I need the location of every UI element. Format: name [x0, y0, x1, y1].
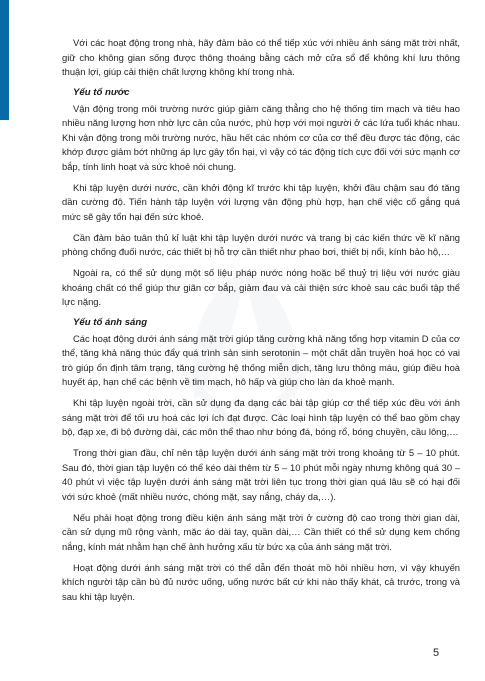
water-paragraph-2: Khi tập luyện dưới nước, cần khởi động kĩ trước khi tập luyện, khởi đầu chậm sau đó tăng dần cường độ. Tiến hành tập luyện với lượng vận động phù hợp, hạn chế việc cố gắng quá mức sẽ gây tổn hại đến sức khoẻ.: [62, 181, 460, 222]
light-paragraph-1: Các hoạt động dưới ánh sáng mặt trời giúp tăng cường khả năng tổng hợp vitamin D của cơ thể, tăng khả năng thúc đẩy quá trình sản sinh serotonin – một chất dẫn truyền hoá học có vai trò giúp ổn định tâm trạng, tăng cường hệ thống miễn dịch, tăng lưu thông máu, giúp điều hoà huyết áp, hạn chế các bệnh về tim mạch, hô hấp và giúp cho làn da khoẻ mạnh.: [62, 332, 460, 388]
light-paragraph-2: Khi tập luyện ngoài trời, cần sử dụng đa dạng các bài tập giúp cơ thể tiếp xúc đều với ánh sáng mặt trời để tối ưu hoá các lợi ích đạt được. Các loại hình tập luyện có thể bao gồm chạy bộ, đạp xe, đi bộ đường dài, các môn thể thao như bóng đá, bóng rổ, bóng chuyền, cầu lông,…: [62, 397, 460, 438]
water-paragraph-3: Cần đảm bảo tuân thủ kỉ luật khi tập luyện dưới nước và trang bị các kiến thức về kĩ năng phòng chống đuối nước, các thiết bị hỗ trợ cần thiết như phao bơi, thiết bị nổi, kính bảo hộ,…: [62, 231, 460, 258]
page-number: 5: [433, 647, 440, 659]
water-paragraph-1: Vận động trong môi trường nước giúp giảm căng thẳng cho hệ thống tim mạch và tiêu hao nhiều năng lượng hơn nhờ lực cản của nước, phù hợp với mọi người ở các lứa tuổi khác nhau. Khi vận động trong môi trường nước, hầu hết các nhóm cơ của cơ thể đều được tác động, các khớp được giảm bớt những áp lực gây tổn hại, vì vậy có tác động tích cực đối với sức mạnh cơ bắp, tính linh hoạt và sức khoẻ nói chung.: [62, 102, 460, 172]
light-paragraph-3: Trong thời gian đầu, chỉ nên tập luyện dưới ánh sáng mặt trời trong khoảng từ 5 – 10 phút. Sau đó, thời gian tập luyện có thể kéo dài thêm từ 5 – 10 phút mỗi ngày nhưng không quá 30 – 40 phút vì việc tập luyện dưới ánh sáng mặt trời liên tục trong thời gian quá lâu sẽ có hại đối với sức khoẻ (mất nhiều nước, chóng mặt, say nắng, cháy da,…).: [62, 447, 460, 502]
page-edge-accent-bar: [0, 0, 9, 120]
section-heading-water: Yếu tố nước: [73, 86, 130, 98]
light-paragraph-5: Hoạt động dưới ánh sáng mặt trời có thể dẫn đến thoát mồ hôi nhiều hơn, vì vậy khuyến khích người tập cần bù đủ nước uống, uống nước bất cứ khi nào thấy khát, cả trước, trong và sau khi tập luyện.: [62, 561, 460, 602]
page-body: [62, 36, 460, 611]
light-paragraph-4: Nếu phải hoạt động trong điều kiện ánh sáng mặt trời ở cường độ cao trong thời gian dài, cần sử dụng mũ rộng vành, mặc áo dài tay, quần dài,… Cần thiết có thể sử dụng kem chống nắng, kính mát nhằm hạn chế ảnh hưởng xấu từ bức xạ của ánh sáng mặt trời.: [62, 511, 460, 552]
intro-paragraph: Với các hoạt động trong nhà, hãy đảm bảo có thể tiếp xúc với nhiều ánh sáng mặt trời nhất, giữ cho không gian sống được thông thoáng bằng cách mở cửa sổ để không khí lưu thông thuận lợi, giúp cải thiện chất lượng không khí trong nhà.: [62, 37, 460, 78]
water-paragraph-4: Ngoài ra, có thể sử dụng một số liệu pháp nước nóng hoặc bể thuỷ trị liệu với nước giàu khoáng chất có thể giúp thư giãn cơ bắp, giảm đau và cải thiện sức khoẻ sau các buổi tập thể lực nặng.: [62, 267, 460, 308]
section-heading-light: Yếu tố ánh sáng: [73, 317, 148, 329]
